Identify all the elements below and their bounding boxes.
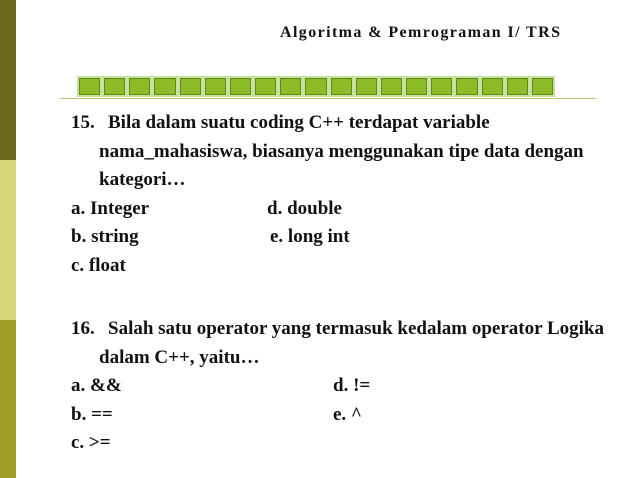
left-accent-band-mid	[0, 320, 16, 478]
bar-cell	[429, 76, 454, 97]
bar-cell	[505, 76, 530, 97]
question-16-option-d: d. !=	[333, 375, 371, 396]
bar-cell	[178, 76, 203, 97]
question-15-option-a: a. Integer	[71, 197, 150, 219]
bar-cell	[303, 76, 328, 97]
question-15-option-c: c. float	[71, 254, 126, 276]
bar-cell	[530, 76, 555, 97]
question-16-options-row-3	[71, 429, 611, 458]
question-15-option-d: d. double	[267, 197, 342, 219]
question-16-number: 16.	[71, 318, 95, 339]
question-15-options-row-2	[71, 223, 611, 252]
question-16-options-row-1	[71, 372, 611, 401]
bar-cell	[454, 76, 479, 97]
question-15-number: 15.	[71, 112, 95, 133]
bar-cell	[102, 76, 127, 97]
question-15-options-row-3	[71, 252, 611, 281]
question-15-option-e: e. long int	[270, 226, 350, 247]
slide-header-title: Algoritma & Pemrograman I/ TRS	[280, 24, 562, 41]
question-15-stem	[71, 109, 611, 195]
left-accent-band-light	[0, 160, 16, 320]
bar-cell	[127, 76, 152, 97]
bar-cell	[253, 76, 278, 97]
bar-cell	[354, 76, 379, 97]
bar-cell	[480, 76, 505, 97]
question-16-option-c: c. >=	[71, 432, 111, 453]
question-16-option-a: a. &&	[71, 375, 122, 396]
left-accent-band-dark	[0, 0, 16, 160]
bar-cell	[329, 76, 354, 97]
bar-cell	[379, 76, 404, 97]
bar-cell	[203, 76, 228, 97]
question-16-options-row-2	[71, 401, 611, 430]
question-15-text: Bila dalam suatu coding C++ terdapat variable nama_mahasiswa, biasanya menggunakan tipe data dengan kategori…	[99, 112, 584, 190]
bar-cell	[228, 76, 253, 97]
bar-cell	[404, 76, 429, 97]
bar-cell	[77, 76, 102, 97]
question-16	[71, 315, 611, 458]
question-16-text: Salah satu operator yang termasuk kedalam operator Logika dalam C++, yaitu…	[99, 318, 604, 368]
question-16-option-e: e. ^	[333, 403, 362, 425]
question-15-option-b: b. string	[71, 226, 139, 247]
bar-cell	[278, 76, 303, 97]
question-16-option-b: b. ==	[71, 403, 113, 425]
question-15-options-row-1	[71, 195, 611, 224]
question-16-stem	[71, 315, 611, 372]
bar-cell	[152, 76, 177, 97]
decorative-block-bar	[77, 76, 555, 97]
question-15	[71, 109, 611, 280]
header-divider	[60, 98, 596, 99]
